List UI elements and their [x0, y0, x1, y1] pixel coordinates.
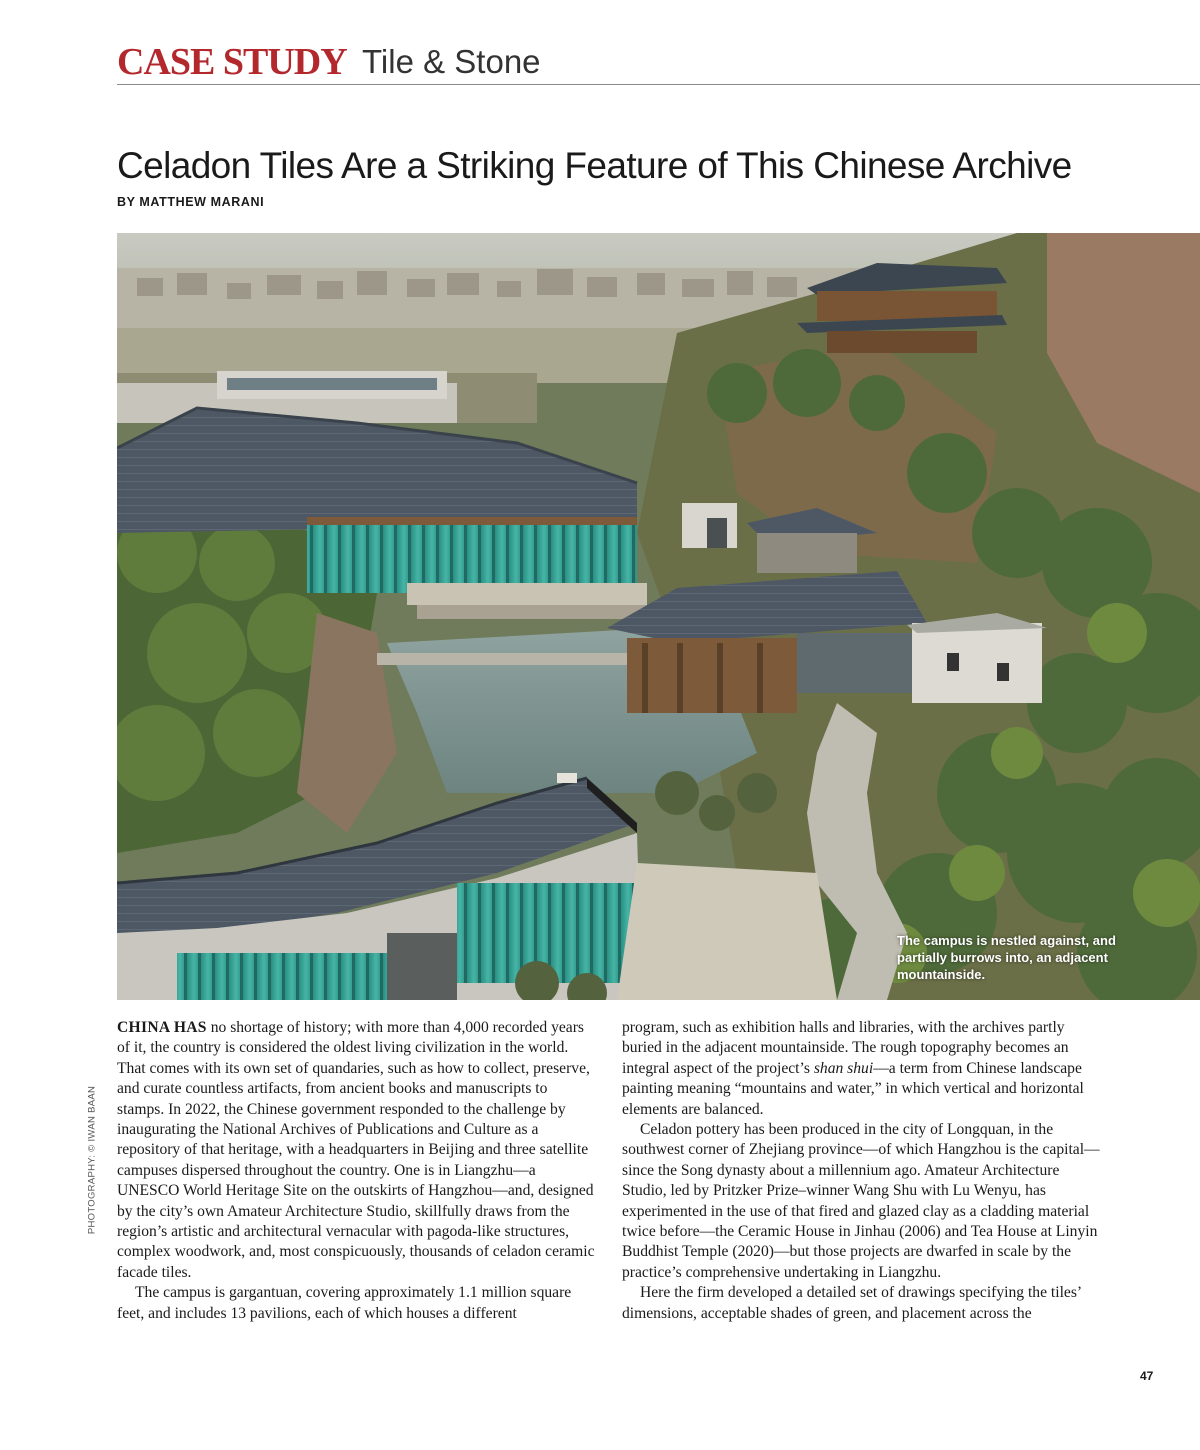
- hero-photo: [117, 233, 1200, 1000]
- italic-term: shan shui: [813, 1059, 874, 1077]
- lead-in: CHINA HAS: [117, 1019, 207, 1036]
- paragraph-text: no shortage of history; with more than 4,000 recorded years of it, the country is considered the oldest living civilization in the world. That comes with its own set of quandaries, such as how to collect, preserve, and curate countless artifacts, from ancient books and manuscripts to stamps. In 2022, the Chinese government responded to the challenge by inaugurating the National Archives of Publications and Culture as a repository of that heritage, with a headquarters in Beijing and three satellite campuses dispersed throughout the country. One is in Liangzhu—a UNESCO World Heritage Site on the outskirts of Hangzhou—and, designed by the city’s own Amateur Architecture Studio, skillfully draws from the region’s artistic and architectural vernacular with pagoda-like structures, complex woodwork, and, most conspicuously, thousands of celadon ceramic facade tiles.: [117, 1019, 595, 1281]
- photo-caption: The campus is nestled against, and partially burrows into, an adjacent mountainside.: [897, 933, 1116, 982]
- article-paragraph: The campus is gargantuan, covering approximately 1.1 million square feet, and includes 13 pavilions, each of which houses a different: [117, 1284, 572, 1322]
- article-body-column-2: [622, 1018, 1100, 1358]
- article-paragraph: [622, 1018, 1100, 1120]
- article-byline: BY MATTHEW MARANI: [117, 195, 265, 209]
- paragraph-text: program, such as exhibition halls and libraries, with the archives partly buried in the adjacent mountainside. The rough topography becomes an integral aspect of the project’s: [622, 1019, 1069, 1077]
- photo-credit: PHOTOGRAPHY: © IWAN BAAN: [86, 1085, 98, 1235]
- article-headline: Celadon Tiles Are a Striking Feature of This Chinese Archive: [117, 145, 1072, 186]
- article-body-column-1: [117, 1018, 595, 1358]
- article-paragraph: Here the firm developed a detailed set of drawings specifying the tiles’ dimensions, acceptable shades of green, and placement across the: [622, 1284, 1081, 1322]
- article-paragraph: Celadon pottery has been produced in the city of Longquan, in the southwest corner of Zhejiang province—of which Hangzhou is the capital—since the Song dynasty about a millennium ago. Amateur Architecture Studio, led by Pritzker Prize–winner Wang Shu with Lu Wenyu, has experimented in the use of that fired and glazed clay as a cladding material twice before—the Ceramic House in Jinhau (2006) and Tea House at Linyin Buddhist Temple (2020)—but those projects are dwarfed in scale by the practice’s comprehensive undertaking in Liangzhu.: [622, 1121, 1100, 1281]
- page-number: 47: [1140, 1369, 1154, 1383]
- section-subkicker: Tile & Stone: [362, 43, 541, 80]
- section-kicker: CASE STUDY: [117, 41, 347, 83]
- paragraph-text: —a term from Chinese landscape painting meaning “mountains and water,” in which vertical and horizontal elements are balanced.: [622, 1059, 1084, 1118]
- section-header: [117, 40, 1200, 85]
- archive-campus-illustration: [117, 233, 1200, 1000]
- article-paragraph: [117, 1018, 595, 1283]
